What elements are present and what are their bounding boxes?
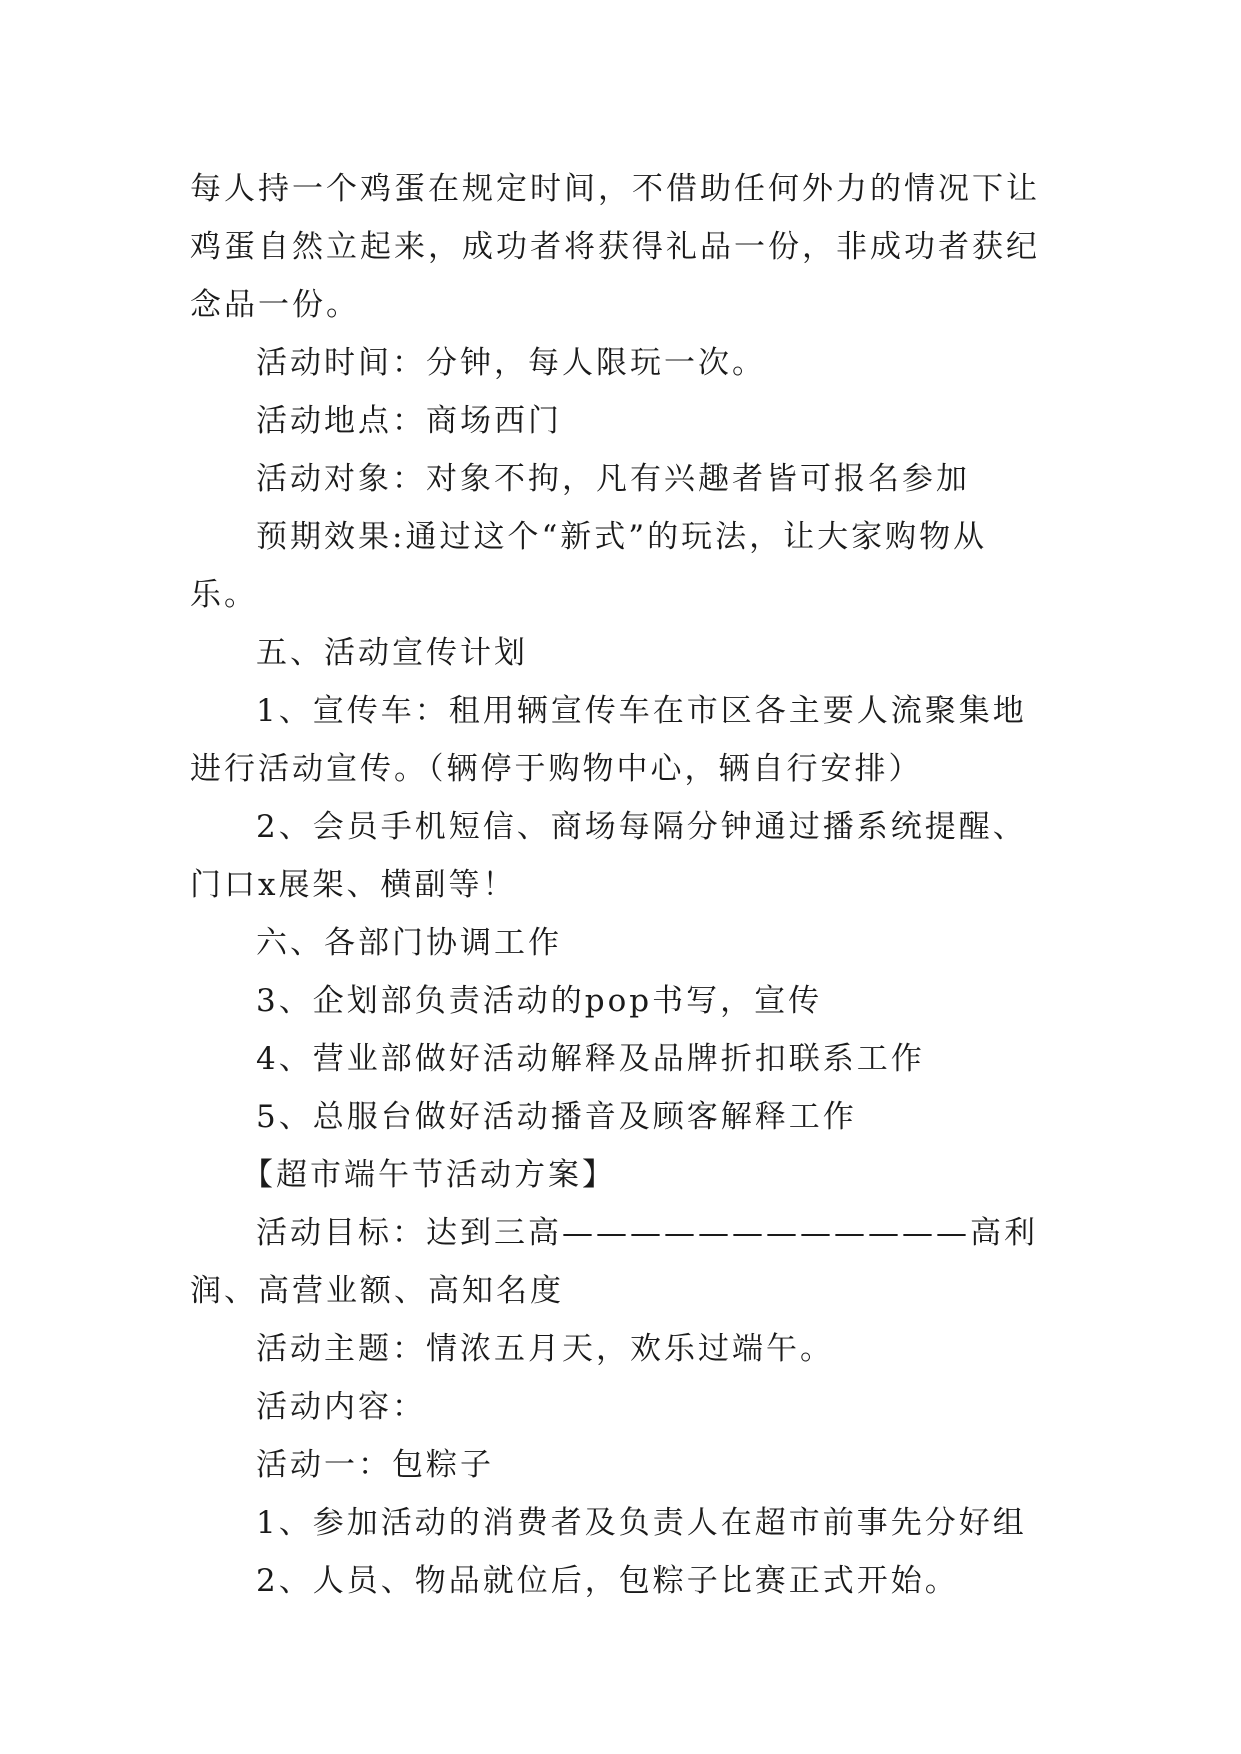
section-heading-department-coordination: 六、各部门协调工作 <box>256 925 562 961</box>
paragraph-member-sms: 2、会员手机短信、商场每隔分钟通过播系统提醒、门口x展架、横副等！ <box>190 809 1027 903</box>
paragraph-publicity-vehicle: 1、宣传车：租用辆宣传车在市区各主要人流聚集地进行活动宣传。（辆停于购物中心，辆自行安排） <box>190 693 1027 787</box>
paragraph-activity-goal: 活动目标：达到三高————————————高利润、高营业额、高知名度 <box>190 1215 1038 1309</box>
paragraph-activity-location: 活动地点：商场西门 <box>256 403 562 439</box>
paragraph-step-one: 1、参加活动的消费者及负责人在超市前事先分好组 <box>256 1505 1027 1541</box>
document-body <box>190 160 1050 1610</box>
paragraph-expected-effect: 预期效果:通过这个“新式”的玩法，让大家购物从乐。 <box>190 519 988 613</box>
paragraph-activity-one: 活动一：包粽子 <box>256 1447 494 1483</box>
section-heading-dragon-boat-plan: 【超市端午节活动方案】 <box>242 1157 616 1193</box>
paragraph-activity-time: 活动时间：分钟，每人限玩一次。 <box>256 345 766 381</box>
paragraph-activity-audience: 活动对象：对象不拘，凡有兴趣者皆可报名参加 <box>256 461 970 497</box>
paragraph-egg-rules: 每人持一个鸡蛋在规定时间，不借助任何外力的情况下让鸡蛋自然立起来，成功者将获得礼品一份，非成功者获纪念品一份。 <box>190 171 1040 323</box>
section-heading-publicity-plan: 五、活动宣传计划 <box>256 635 528 671</box>
paragraph-service-desk: 5、总服台做好活动播音及顾客解释工作 <box>256 1099 857 1135</box>
paragraph-sales-dept: 4、营业部做好活动解释及品牌折扣联系工作 <box>256 1041 925 1077</box>
paragraph-activity-theme: 活动主题：情浓五月天，欢乐过端午。 <box>256 1331 834 1367</box>
paragraph-activity-content: 活动内容： <box>256 1389 426 1425</box>
paragraph-planning-dept: 3、企划部负责活动的pop书写，宣传 <box>256 983 823 1019</box>
paragraph-step-two: 2、人员、物品就位后，包粽子比赛正式开始。 <box>256 1563 959 1599</box>
